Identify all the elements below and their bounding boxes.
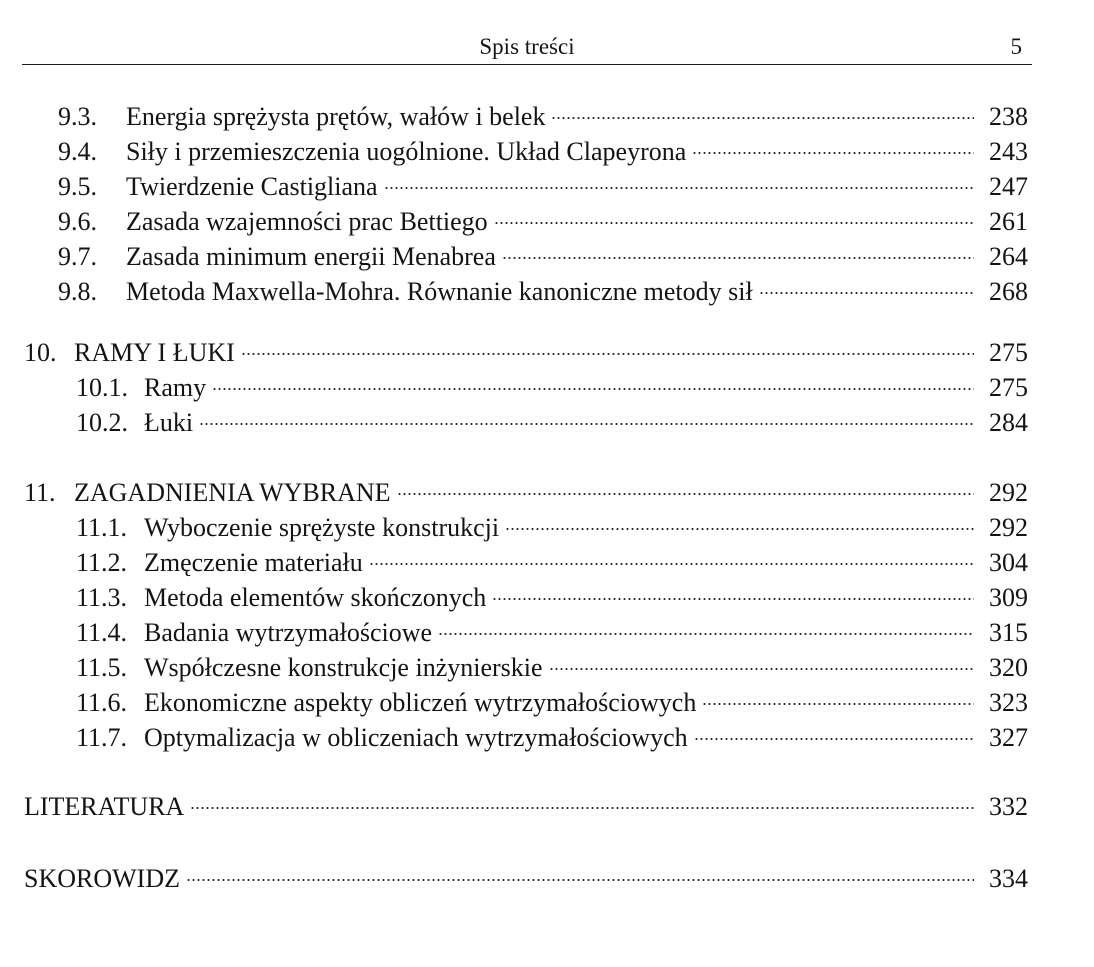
toc-entry-title: Zasada wzajemności prac Bettiego (126, 207, 488, 236)
toc-entry-number: 11.5. (76, 653, 128, 682)
toc-entry-page: 309 (989, 583, 1028, 612)
toc-entry-page: 238 (989, 102, 1028, 131)
toc-entry-number: 11.3. (76, 583, 128, 612)
toc-chapter-page: 332 (989, 792, 1028, 821)
toc-entry-title: Optymalizacja w obliczeniach wytrzymałościowych (144, 723, 688, 752)
toc-entry-title: Łuki (144, 408, 194, 437)
toc-entry (76, 581, 1028, 615)
toc-chapter-number: 11. (24, 478, 56, 507)
toc-chapter-page: 292 (989, 478, 1028, 507)
toc-entry-page: 264 (989, 242, 1028, 271)
toc-entry-number: 11.1. (76, 513, 128, 542)
toc-entry-page: 275 (989, 373, 1028, 402)
toc-entry-number: 9.3. (58, 102, 97, 131)
toc-entry-title: Zmęczenie materiału (144, 548, 363, 577)
toc-entry (76, 616, 1028, 650)
toc-entry (76, 406, 1028, 440)
toc-entry (58, 170, 1028, 204)
toc-entry-title: Energia sprężysta prętów, wałów i belek (126, 102, 546, 131)
dot-leader (505, 526, 974, 532)
dot-leader (702, 701, 974, 707)
page-number: 5 (1010, 34, 1022, 59)
toc-entry-page: 284 (989, 408, 1028, 437)
dot-leader (397, 491, 974, 497)
toc-entry-page: 292 (989, 513, 1028, 542)
toc-chapter-title: ZAGADNIENIA WYBRANE (74, 478, 391, 507)
toc-entry-page: 304 (989, 548, 1028, 577)
dot-leader (199, 421, 974, 427)
toc-entry (58, 100, 1028, 134)
toc-entry-number: 11.6. (76, 688, 128, 717)
toc-entry-page: 315 (989, 618, 1028, 647)
toc-entry-title: Wyboczenie sprężyste konstrukcji (144, 513, 500, 542)
toc-entry-number: 9.7. (58, 242, 97, 271)
toc-entry (76, 546, 1028, 580)
toc-chapter-title: SKOROWIDZ (24, 864, 180, 893)
toc-entry-number: 9.4. (58, 137, 97, 166)
toc-entry-page: 261 (989, 207, 1028, 236)
toc-chapter-number: 10. (24, 338, 57, 367)
toc-entry (76, 511, 1028, 545)
dot-leader (186, 877, 974, 883)
toc-chapter-title: LITERATURA (24, 792, 185, 821)
toc-entry (58, 135, 1028, 169)
running-title: Spis treści (479, 34, 575, 59)
dot-leader (494, 220, 974, 226)
toc-chapter (24, 336, 1028, 370)
toc-entry-number: 9.6. (58, 207, 97, 236)
toc-entry-title: Twierdzenie Castigliana (126, 172, 378, 201)
toc-entry-number: 10.1. (76, 373, 128, 402)
toc-entry-title: Zasada minimum energii Menabrea (126, 242, 496, 271)
dot-leader (190, 805, 974, 811)
toc-entry-page: 320 (989, 653, 1028, 682)
toc-entry-title: Ekonomiczne aspekty obliczeń wytrzymałościowych (144, 688, 697, 717)
dot-leader (549, 666, 974, 672)
toc-entry-number: 10.2. (76, 408, 128, 437)
toc-entry-number: 9.8. (58, 277, 97, 306)
toc-entry (76, 651, 1028, 685)
dot-leader (759, 290, 974, 296)
toc-chapter-page: 334 (989, 864, 1028, 893)
dot-leader (692, 150, 974, 156)
toc-entry-title: Siły i przemieszczenia uogólnione. Układ Clapeyrona (126, 137, 687, 166)
dot-leader (502, 255, 974, 261)
toc-chapter-title: RAMY I ŁUKI (74, 338, 235, 367)
toc-entry-number: 11.2. (76, 548, 128, 577)
toc-entry (76, 721, 1028, 755)
toc-entry-number: 11.7. (76, 723, 128, 752)
toc-entry-number: 11.4. (76, 618, 128, 647)
toc-entry-title: Ramy (144, 373, 207, 402)
dot-leader (369, 561, 974, 567)
toc-entry-title: Badania wytrzymałościowe (144, 618, 433, 647)
toc-entry-title: Współczesne konstrukcje inżynierskie (144, 653, 543, 682)
toc-entry-page: 327 (989, 723, 1028, 752)
toc-entry-page: 247 (989, 172, 1028, 201)
dot-leader (241, 351, 974, 357)
dot-leader (551, 115, 974, 121)
toc-entry-title: Metoda elementów skończonych (144, 583, 487, 612)
toc-entry-page: 323 (989, 688, 1028, 717)
toc-entry-title: Metoda Maxwella-Mohra. Równanie kanoniczne metody sił (126, 277, 753, 306)
toc-entry-page: 243 (989, 137, 1028, 166)
dot-leader (694, 736, 974, 742)
toc-entry (58, 240, 1028, 274)
toc-chapter (24, 862, 1028, 896)
toc-entry-page: 268 (989, 277, 1028, 306)
toc-chapter (24, 476, 1028, 510)
toc-chapter-page: 275 (989, 338, 1028, 367)
toc-entry (76, 371, 1028, 405)
dot-leader (438, 631, 974, 637)
toc-entry-number: 9.5. (58, 172, 97, 201)
toc-entry (58, 275, 1028, 309)
dot-leader (384, 185, 974, 191)
toc-chapter (24, 790, 1028, 824)
toc-entry (76, 686, 1028, 720)
dot-leader (492, 596, 974, 602)
dot-leader (212, 386, 974, 392)
toc-entry (58, 205, 1028, 239)
